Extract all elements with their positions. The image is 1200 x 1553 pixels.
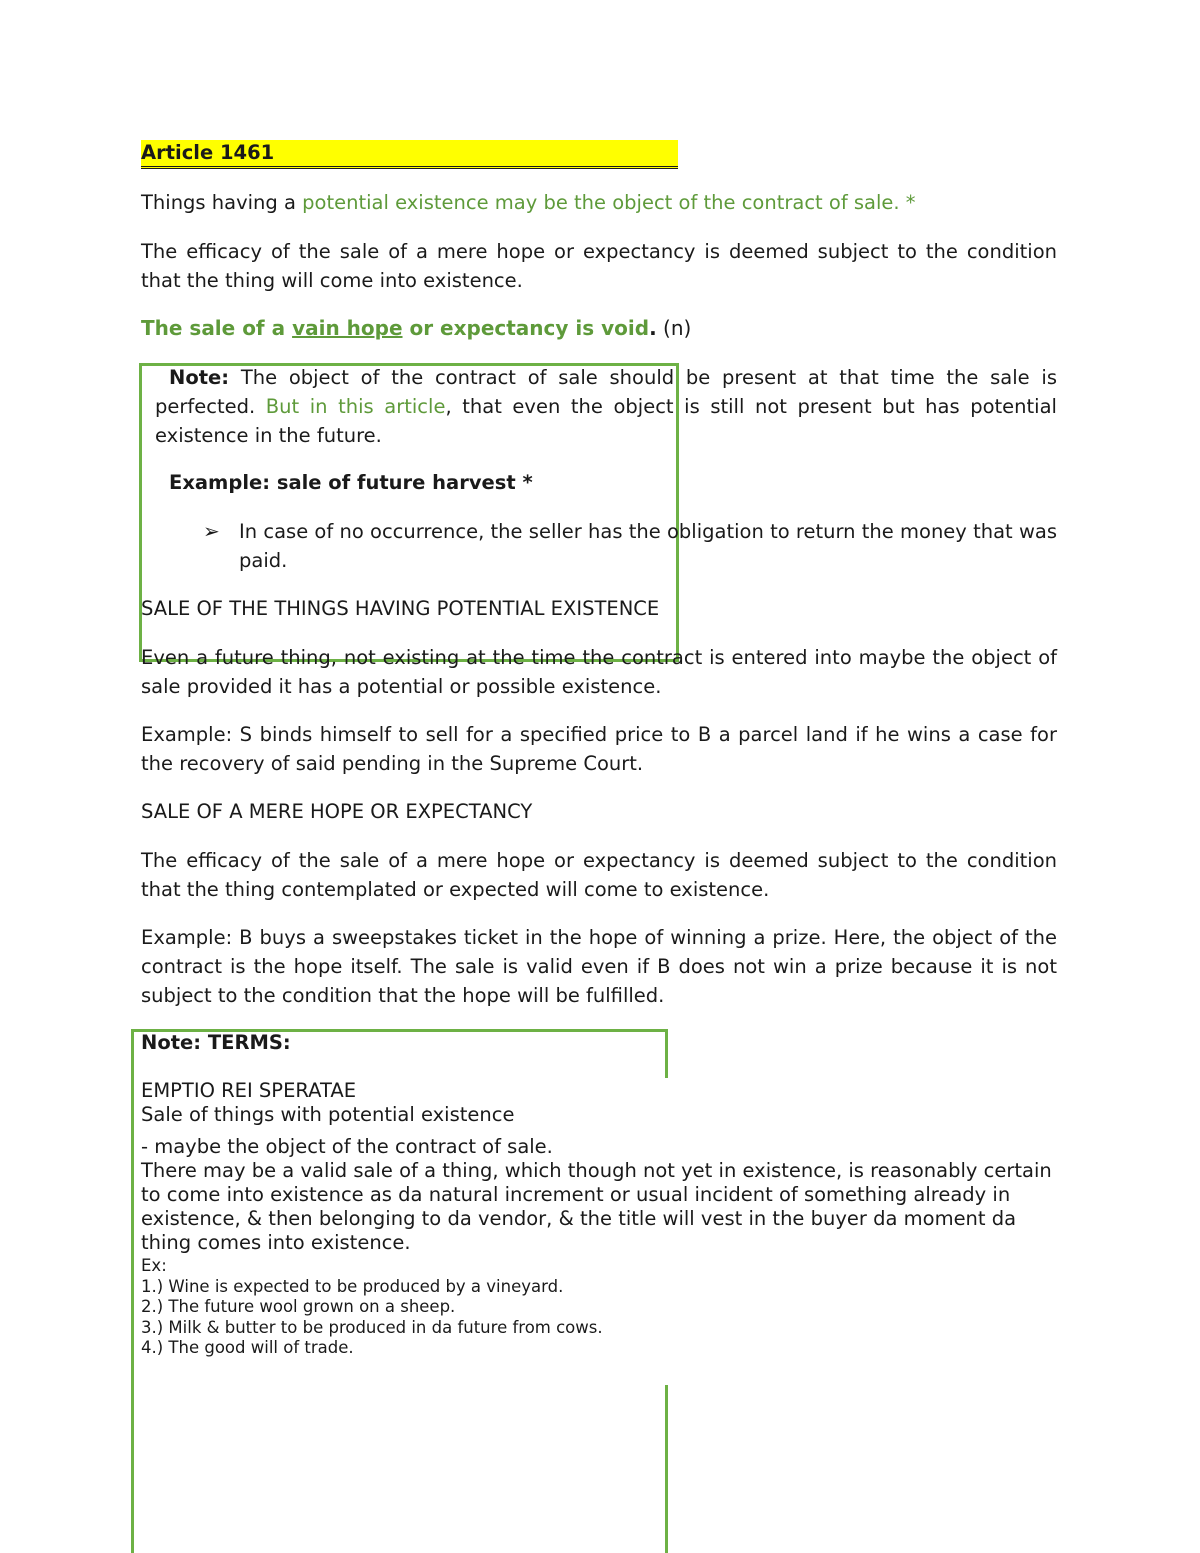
terms-line-1: - maybe the object of the contract of sale. xyxy=(141,1135,553,1158)
paragraph-potential-existence xyxy=(141,188,1057,217)
terms-label: Note: TERMS: xyxy=(141,1031,291,1054)
terms-title: EMPTIO REI SPERATAE xyxy=(141,1079,357,1102)
section1-paragraph: Even a future thing, not existing at the time the contract is entered into maybe the object of sale provided it has a potential or possible existence. xyxy=(141,646,1057,698)
p3-dot: . xyxy=(649,316,657,340)
section-title-mere-hope: SALE OF A MERE HOPE OR EXPECTANCY xyxy=(141,800,533,823)
note-label: Note: xyxy=(169,366,230,389)
bullet-text: In case of no occurrence, the seller has the obligation to return the money that was paid. xyxy=(239,520,1057,572)
note-text-2: , that even the object is still not present but has potential existence in the future. xyxy=(155,395,1057,447)
p1-lead: Things having a xyxy=(141,191,303,214)
section1-example: Example: S binds himself to sell for a specified price to B a parcel land if he wins a case for the recovery of said pending in the Supreme Court. xyxy=(141,723,1057,775)
arrow-bullet-icon: ➢ xyxy=(203,519,220,543)
terms-frame-right-lower xyxy=(665,1385,668,1553)
p3-b: or expectancy is void xyxy=(402,316,650,340)
terms-examples xyxy=(141,1256,741,1359)
terms-description: There may be a valid sale of a thing, which though not yet in existence, is reasonably certain to come into existence as da natural increment or usual incident of something already in existence, & then belonging to da vendor, & the title will vest in the buyer da moment da thing comes into existence. xyxy=(141,1159,1052,1254)
terms-frame-right-upper xyxy=(665,1029,668,1078)
p3-vain-hope: vain hope xyxy=(292,316,403,340)
example-future-harvest: Example: sale of future harvest * xyxy=(169,471,533,494)
paragraph-efficacy: The efficacy of the sale of a mere hope or expectancy is deemed subject to the condition that the thing will come into existence. xyxy=(141,240,1057,292)
list-item: 2.) The future wool grown on a sheep. xyxy=(141,1297,456,1316)
terms-subtitle: Sale of things with potential existence xyxy=(141,1103,515,1126)
note-text-1: The object of the contract of sale should be present at that time the sale is perfected. xyxy=(155,366,1057,418)
p3-tail: (n) xyxy=(656,316,692,340)
list-item: 3.) Milk & butter to be produced in da future from cows. xyxy=(141,1317,603,1337)
terms-ex-label: Ex: xyxy=(141,1256,167,1275)
note-paragraph xyxy=(155,363,1057,450)
terms-frame-left xyxy=(131,1029,134,1553)
section2-example: Example: B buys a sweepstakes ticket in the hope of winning a prize. Here, the object of the contract is the hope itself. The sale is valid even if B does not win a prize because it is not subject to the condition that the hope will be fulfilled. xyxy=(141,926,1057,1007)
section2-paragraph: The efficacy of the sale of a mere hope or expectancy is deemed subject to the condition that the thing contemplated or expected will come to existence. xyxy=(141,849,1057,901)
list-item: 1.) Wine is expected to be produced by a vineyard. xyxy=(141,1276,564,1296)
list-item: 4.) The good will of trade. xyxy=(141,1338,354,1357)
p1-green-text: potential existence may be the object of the contract of sale. * xyxy=(302,191,916,214)
terms-body xyxy=(141,1135,1061,1255)
article-heading: Article 1461 xyxy=(141,140,678,169)
paragraph-vain-hope xyxy=(141,314,1057,343)
section-title-potential-existence: SALE OF THE THINGS HAVING POTENTIAL EXISTENCE xyxy=(141,597,660,620)
note-green-text: But in this article xyxy=(265,395,446,418)
p3-a: The sale of a xyxy=(141,316,293,340)
